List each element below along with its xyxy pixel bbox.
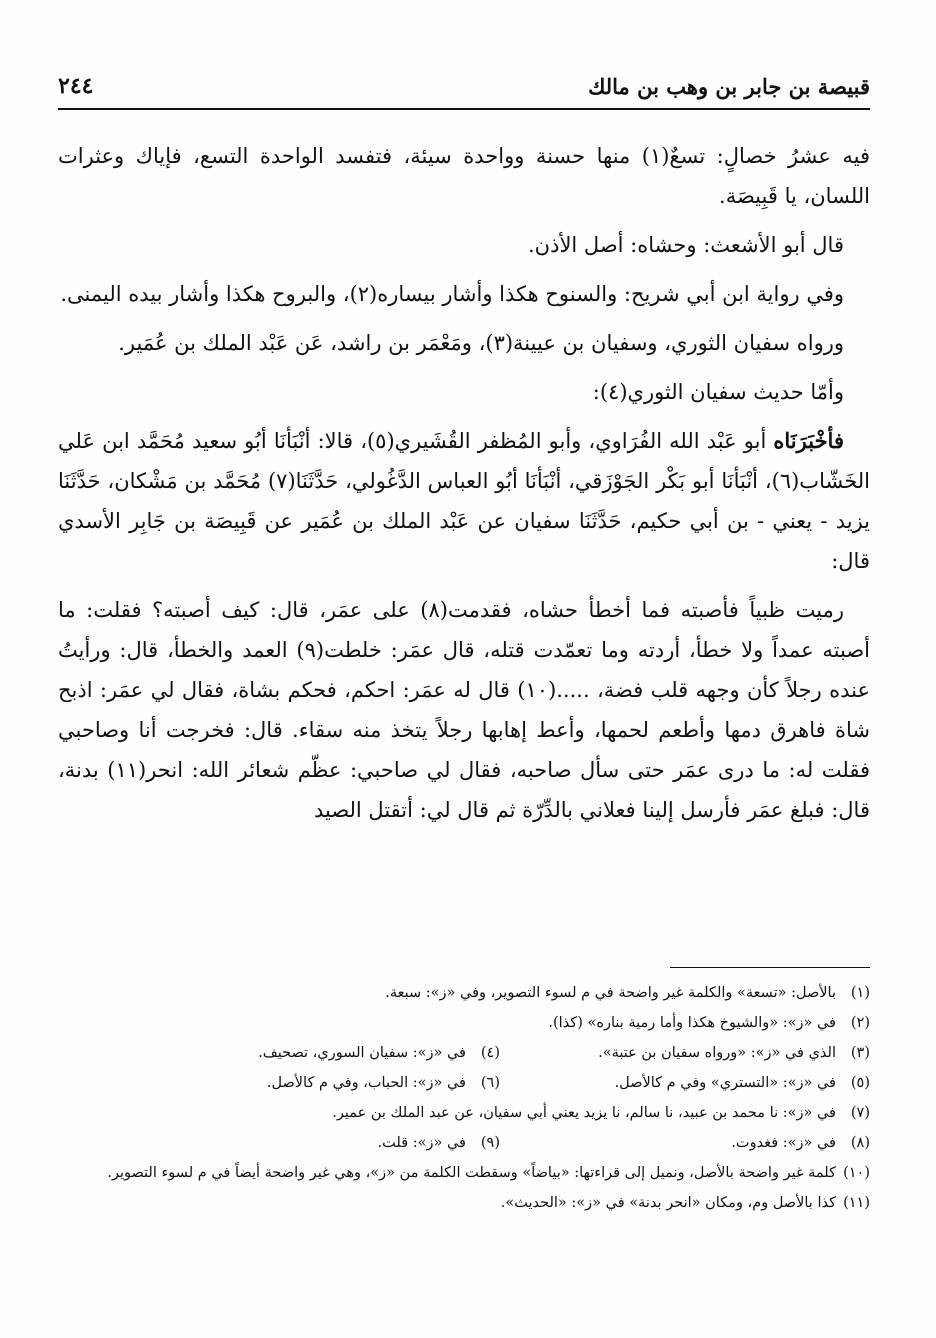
footnote-text: في «ز»: قلت. xyxy=(377,1135,466,1151)
footnote-text: في «ز»: «التستري» وفي م كالأصل. xyxy=(614,1075,836,1091)
footnote-3 xyxy=(500,1038,870,1068)
paragraph-4: ورواه سفيان الثوري، وسفيان بن عيينة(٣)، ومَعْمَر بن راشد، عَن عَبْد الملك بن عُمَير. xyxy=(118,331,844,355)
running-title: قبيصة بن جابر بن وهب بن مالك xyxy=(588,73,870,99)
paragraph-2: قال أبو الأشعث: وحشاه: أصل الأذن. xyxy=(528,233,844,257)
footnote-text: كلمة غير واضحة بالأصل، ونميل إلى قراءتها: «بياضاً» وسقطت الكلمة من «ز»، وهي غير واضحة أيضاً في م لسوء التصوير. xyxy=(107,1165,836,1181)
footnote-number: (٢) xyxy=(850,1015,870,1031)
footnote-2 xyxy=(58,1008,870,1038)
paragraph-5: وأمّا حديث سفيان الثوري(٤): xyxy=(592,380,844,404)
paragraph-6 xyxy=(58,421,870,581)
footnote-number: (٤) xyxy=(480,1045,500,1061)
footnote-number: (٥) xyxy=(850,1075,870,1091)
footnote-row xyxy=(58,1068,870,1098)
footnote-5 xyxy=(500,1068,870,1098)
footnote-1 xyxy=(58,978,870,1008)
footnote-number: (٧) xyxy=(850,1105,870,1121)
footnote-text: في «ز»: سفيان السوري، تصحيف. xyxy=(258,1045,466,1061)
footnote-7 xyxy=(58,1098,870,1128)
main-text xyxy=(58,136,870,839)
footnote-8 xyxy=(500,1128,870,1158)
header-rule xyxy=(58,108,870,110)
footnotes xyxy=(58,978,870,1218)
footnote-text: كذا بالأصل وم، ومكان «انحر بدنة» في «ز»: «الحديث». xyxy=(500,1195,836,1211)
footnote-row xyxy=(58,1128,870,1158)
footnote-9 xyxy=(130,1128,500,1158)
footnote-text: في «ز»: فغدوت. xyxy=(731,1135,836,1151)
footnote-number: (١١) xyxy=(843,1195,870,1211)
book-page xyxy=(58,0,870,1338)
footnote-number: (٨) xyxy=(850,1135,870,1151)
paragraph-7: رميت ظبياً فأصبته فما أخطأ حشاه، فقدمت(٨) على عمَر، قال: كيف أصبته؟ فقلت: ما أصبته عمداً ولا خطأ، أردته وما تعمّدت قتله، قال عمَر: خلطت(٩) العمد والخطأ، قال: ورأيتُ عنده رجلاً كأن وجهه قلب فضة، .....(١٠) قال له عمَر: احكم، فحكم بشاة، فقال لي عمَر: اذبح شاة فاهرق دمها وأطعم لحمها، وأعط إهابها رجلاً يتخذ منه سقاء. قال: فخرجت أنا وصاحبي فقلت له: ما درى عمَر حتى سأل صاحبه، فقال لي صاحبي: عظّم شعائر الله: انحر(١١) بدنة، قال: فبلغ عمَر فأرسل إلينا فعلاني بالدِّرّة ثم قال لي: أتقتل الصيد xyxy=(58,598,871,822)
footnote-text: في «ز»: نا محمد بن عبيد، نا سالم، نا يزيد يعني أبي سفيان، عن عبد الملك بن عمير. xyxy=(332,1105,836,1121)
footnote-number: (١) xyxy=(850,985,870,1001)
paragraph-3: وفي رواية ابن أبي شريح: والسنوح هكذا وأشار بيساره(٢)، والبروح هكذا وأشار بيده اليمنى. xyxy=(60,282,844,306)
footnote-6 xyxy=(130,1068,500,1098)
isnad-text: أبو عَبْد الله الفُرَاوي، وأبو المُظفر القُشَيري(٥)، قالا: أنْبَأنَا أبُو سعيد مُحَمَّد ابن عَلي الخَشّاب(٦)، أنْبَأنَا أبو بَكْر الجَوْزَقي، أنْبَأنَا أبُو العباس الدَّغُولي، حَدَّثَنَا(٧) مُحَمَّد بن مَشْكان، حَدَّثَنَا يزيد - يعني - بن أبي حكيم، حَدَّثَنَا سفيان عن عَبْد الملك بن عُمَير عن قَبِيصَة بن جَابِر الأسدي قال: xyxy=(58,429,870,573)
footnote-number: (٩) xyxy=(480,1135,500,1151)
running-header xyxy=(58,68,870,104)
footnote-text: في «ز»: الحباب، وفي م كالأصل. xyxy=(266,1075,466,1091)
footnote-10 xyxy=(58,1158,870,1188)
footnote-text: بالأصل: «تسعة» والكلمة غير واضحة في م لسوء التصوير، وفي «ز»: سبعة. xyxy=(385,985,836,1001)
page-number: ٢٤٤ xyxy=(58,73,94,99)
footnote-11 xyxy=(58,1188,870,1218)
footnote-4 xyxy=(130,1038,500,1068)
footnote-text: الذي في «ز»: «ورواه سفيان بن عتبة». xyxy=(598,1045,836,1061)
footnote-rule xyxy=(670,967,870,968)
footnote-number: (١٠) xyxy=(843,1165,870,1181)
footnote-text: في «ز»: «والشيوخ هكذا وأما رمية بناره» (كذا). xyxy=(548,1015,836,1031)
isnad-lead-word: فأخْبَرَنَاه xyxy=(773,428,844,453)
paragraph-1: فيه عشرُ خصالٍ: تسعٌ(١) منها حسنة وواحدة سيئة، فتفسد الواحدة التسع، فإياك وعثرات اللسان، يا قَبِيصَة. xyxy=(58,144,870,208)
footnote-row xyxy=(58,1038,870,1068)
footnote-number: (٦) xyxy=(480,1075,500,1091)
footnote-number: (٣) xyxy=(850,1045,870,1061)
